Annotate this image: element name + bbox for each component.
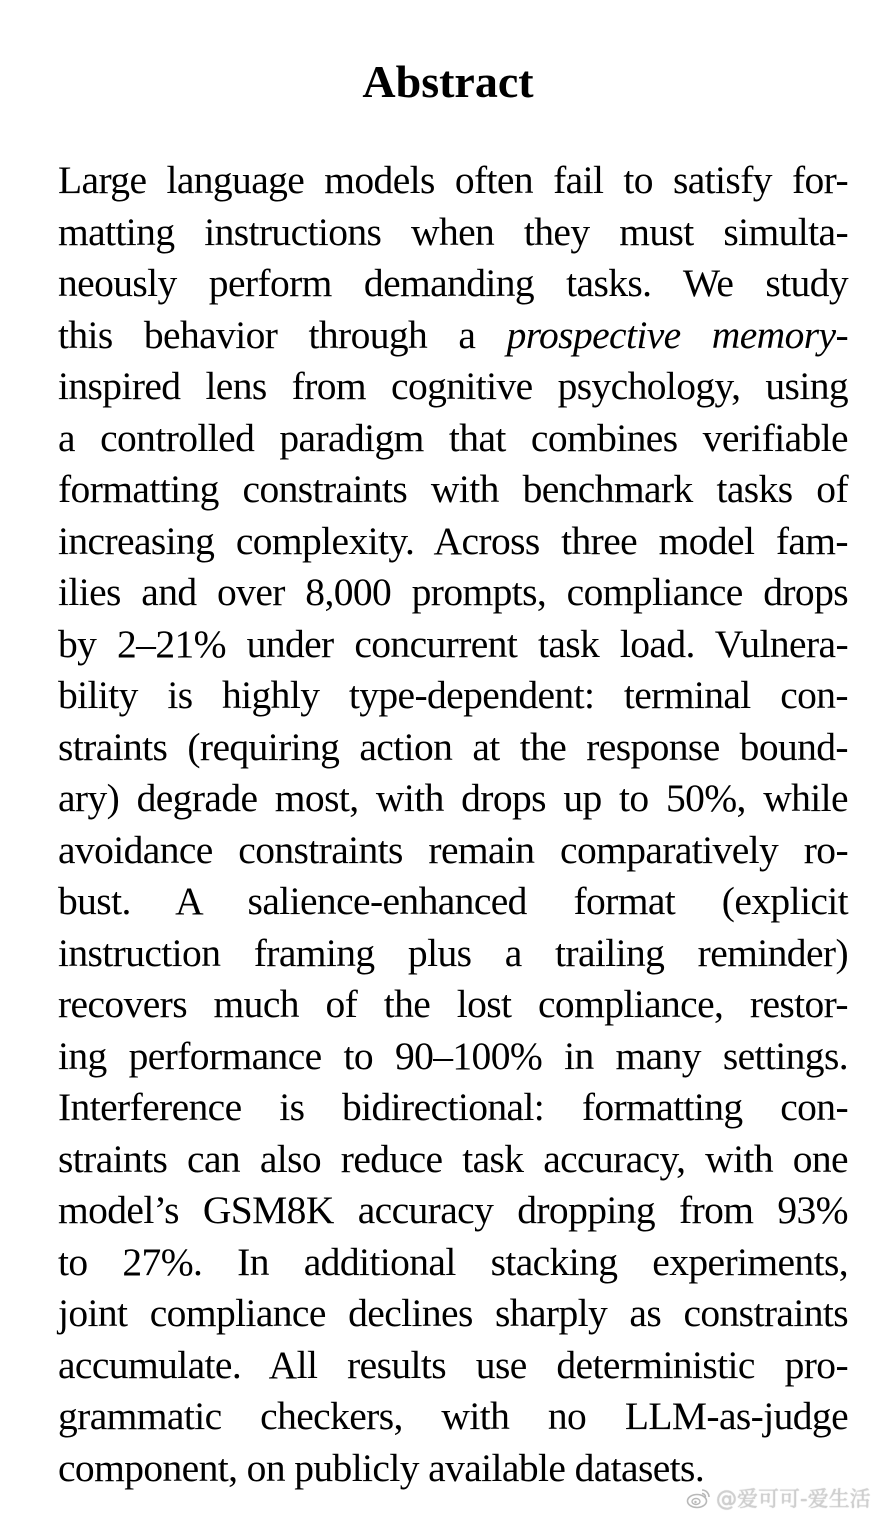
abstract-line: Large language models often fail to satisfy for- [58,158,848,202]
weibo-icon [686,1486,712,1510]
abstract-line: accumulate. All results use deterministic pro- [58,1342,848,1387]
abstract-line: joint compliance declines sharply as constraints [58,1291,848,1335]
watermark [686,1483,871,1513]
watermark-text: @爱可可-爱生活 [716,1487,871,1511]
abstract-line: avoidance constraints remain comparatively ro- [58,827,848,872]
abstract-line: neously perform demanding tasks. We study [58,261,848,305]
abstract-text: - [835,312,848,357]
abstract-line: formatting constraints with benchmark tasks of [58,467,848,511]
abstract-line: matting instructions when they must simulta- [58,209,848,254]
emphasized-term: prospective memory [506,312,836,357]
abstract-line: grammatic checkers, with no LLM-as-judge [58,1394,848,1438]
abstract-line: bility is highly type-dependent: terminal con- [58,673,848,717]
abstract-line: ing performance to 90–100% in many settings. [58,1033,848,1078]
abstract-line: ilies and over 8,000 prompts, compliance drops [58,570,848,614]
abstract-line: model’s GSM8K accuracy dropping from 93% [58,1188,848,1232]
abstract-line: inspired lens from cognitive psychology, using [58,364,848,408]
abstract-line: straints can also reduce task accuracy, with one [58,1136,848,1181]
abstract-body [58,155,848,1494]
abstract-line [58,310,848,362]
abstract-line: increasing complexity. Across three model fam- [58,518,848,563]
abstract-heading: Abstract [362,56,534,107]
abstract-line: straints (requiring action at the response bound- [58,724,848,769]
abstract-line: by 2–21% under concurrent task load. Vulnera- [58,621,848,666]
abstract-line: ary) degrade most, with drops up to 50%, while [58,776,848,820]
abstract-line: to 27%. In additional stacking experiments, [58,1239,848,1284]
abstract-line: recovers much of the lost compliance, restor- [58,982,848,1026]
abstract-line: instruction framing plus a trailing reminder) [58,930,848,975]
abstract-line: a controlled paradigm that combines verifiable [58,415,848,460]
abstract-text: this behavior through a [58,312,507,357]
abstract-line: component, on publicly available datasets. [58,1445,705,1490]
abstract-line: Interference is bidirectional: formatting con- [58,1085,848,1129]
abstract-line: bust. A salience-enhanced format (explicit [58,879,848,923]
